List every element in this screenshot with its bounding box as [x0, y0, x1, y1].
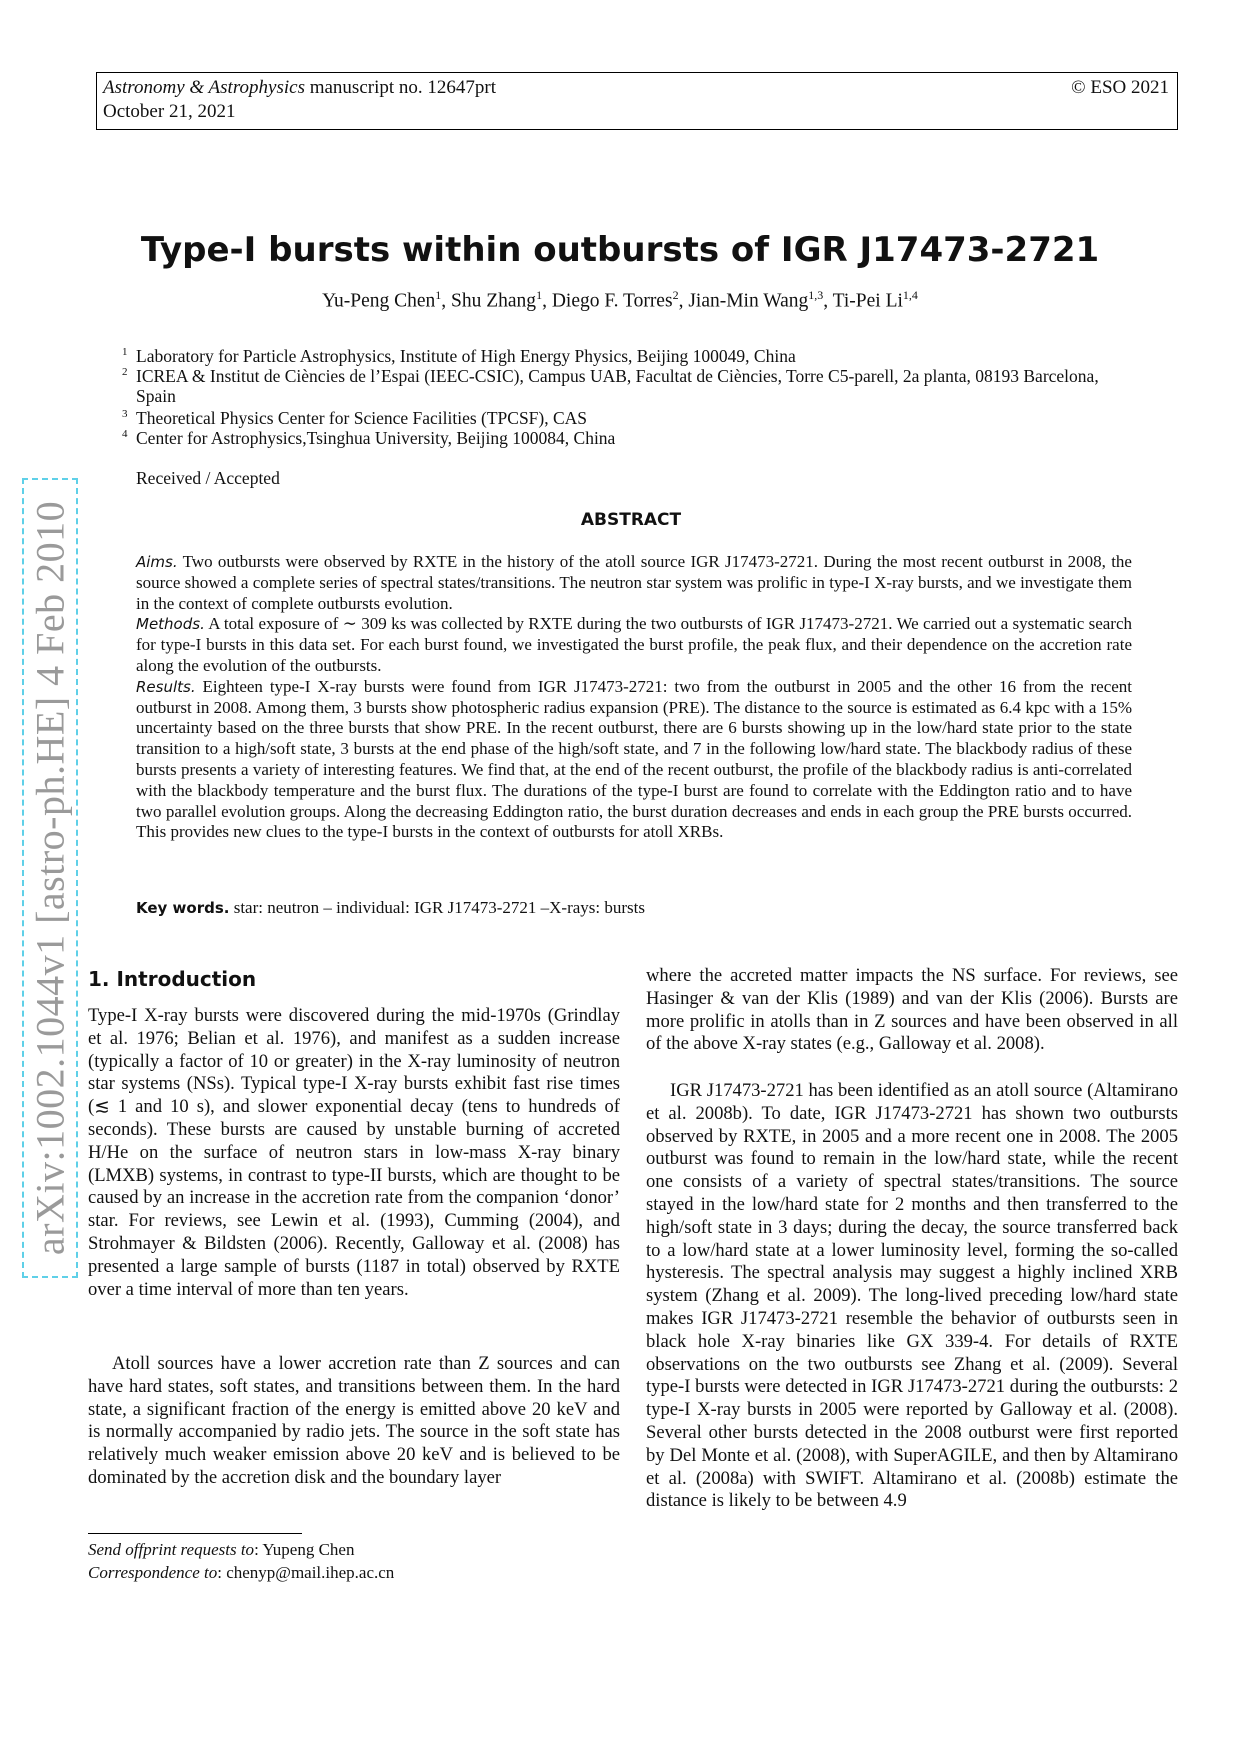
intro-paragraph-1: [88, 1005, 620, 1301]
author-affiliation: 1: [536, 288, 543, 302]
author-affiliation: 2: [672, 288, 679, 302]
arxiv-stamp[interactable]: [22, 478, 78, 1278]
author-list: Yu-Peng Chen$^1$, Shu Zhang$^1$, Diego F. Torres$^2$, Jian-Min Wang$^{1,3}$, Ti-Pei Li$^{1,4}$: [322, 288, 918, 312]
paragraph-text: IGR J17473-2721 has been identified as an atoll source (Altamirano et al. 2008b). To date, IGR J17473-2721 has shown two outbursts observed by RXTE, in 2005 and a more recent one in 2008. The 2005 outburst was found to remain in the low/hard state, while the recent one consists of a variety of spectral states/transitions. The source stayed in the low/hard state for 2 months and then transferred to the high/soft state in 3 days; during the decay, the source transferred back to a low/hard state at a lower luminosity level, forming the so-called hysteresis. The spectral analysis may suggest a highly inclined XRB system (Zhang et al. 2009). The long-lived preceding low/hard state makes IGR J17473-2721 resemble the behavior of outbursts seen in black hole X-ray binaries like GX 339-4. For details of RXTE observations on the two outbursts see Zhang et al. (2009). Several type-I bursts were detected in IGR J17473-2721 during the outbursts: 2 type-I X-ray bursts in 2005 were reported by Galloway et al. (2008). Several other bursts detected in the 2008 outburst were first reported by Del Monte et al. (2008), with SuperAGILE, and then by Altamirano et al. (2008a) with SWIFT. Altamirano et al. (2008b) estimate the distance is likely to be between 4.9: [646, 1080, 1178, 1512]
affiliation-item: [122, 428, 1136, 448]
paragraph-text: Atoll sources have a lower accretion rate than Z sources and can have hard states, soft states, and transitions between them. In the hard state, a significant fraction of the energy is emitted above 20 keV and is normally accompanied by radio jets. The source in the soft state has relatively much weaker emission above 20 keV and is believed to be dominated by the accretion disk and the boundary layer: [88, 1353, 620, 1488]
keywords-label: Key words.: [136, 899, 230, 917]
intro-paragraph-2: [88, 1353, 620, 1490]
abstract-body: [136, 552, 1132, 843]
header-date: October 21, 2021: [103, 101, 236, 122]
paragraph-text: where the accreted matter impacts the NS surface. For reviews, see Hasinger & van der Klis (1989) and van der Klis (2006). Bursts are more prolific in atolls than in Z sources and have been observed in all of the above X-ray states (e.g., Galloway et al. 2008).: [646, 965, 1178, 1055]
keywords: [136, 898, 645, 918]
author-name: Yu-Peng Chen: [322, 290, 436, 312]
methods-label: Methods.: [136, 615, 205, 634]
footnote-value: : Yupeng Chen: [254, 1540, 355, 1559]
footnote-offprint: [88, 1540, 354, 1560]
author-name: Shu Zhang: [451, 290, 537, 312]
paper-title: Type-I bursts within outbursts of IGR J17473-2721: [140, 230, 1100, 270]
affiliation-number: 4: [122, 428, 128, 440]
author-affiliation: 1: [435, 288, 442, 302]
paragraph-text: Type-I X-ray bursts were discovered during the mid-1970s (Grindlay et al. 1976; Belian et al. 1976), and manifest as a sudden increase (typically a factor of 10 or greater) in the X-ray luminosity of neutron star systems (NSs). Typical type-I X-ray bursts exhibit fast rise times (≲ 1 and 10 s), and slower exponential decay (tens to hundreds of seconds). These bursts are caused by unstable burning of accreted H/He on the surface of neutron stars in low-mass X-ray binary (LMXB) systems, in contrast to type-II bursts, which are thought to be caused by an increase in the accretion rate from the companion ‘donor’ star. For reviews, see Lewin et al. (1993), Cumming (2004), and Strohmayer & Bildsten (2006). Recently, Galloway et al. (2008) has presented a large sample of bursts (1187 in total) observed by RXTE over a time interval of more than ten years.: [88, 1005, 620, 1300]
copyright: © ESO 2021: [1071, 77, 1169, 98]
journal-name: Astronomy & Astrophysics: [103, 77, 305, 98]
abstract-results: [136, 677, 1132, 843]
intro-paragraph-4: [646, 1080, 1178, 1513]
abstract-heading: ABSTRACT: [580, 510, 682, 530]
intro-paragraph-3: [646, 965, 1178, 1056]
affiliation-number: 2: [122, 366, 128, 378]
affiliation-number: 1: [122, 346, 128, 358]
aims-label: Aims.: [136, 553, 178, 571]
affiliation-text: ICREA & Institut de Ciències de l’Espai (IEEC-CSIC), Campus UAB, Facultat de Ciències, Torre C5-parell, 2a planta, 08193 Barcelona, Spain: [136, 366, 1099, 406]
affiliation-item: [122, 346, 1136, 366]
received-accepted: Received / Accepted: [136, 468, 280, 488]
arxiv-id: arXiv:1002.1044v1 [astro-ph.HE] 4 Feb 2010: [27, 500, 73, 1256]
footnote-email[interactable]: : chenyp@mail.ihep.ac.cn: [217, 1563, 395, 1582]
section-title: 1. Introduction: [88, 967, 257, 991]
results-text: Eighteen type-I X-ray bursts were found from IGR J17473-2721: two from the outburst in 2005 and the other 16 from the recent outburst in 2008. Among them, 3 bursts show photospheric radius expansion (PRE). The distance to the source is estimated as 6.4 kpc with a 15% uncertainty based on the three bursts that show PRE. In the recent outburst, there are 6 bursts showing up in the low/hard state prior to the state transition to a high/soft state, 3 bursts at the end phase of the high/soft state, and 7 in the following low/hard state. The blackbody radius of these bursts presents a variety of interesting features. We find that, at the end of the recent outburst, the profile of the blackbody radius is anti-correlated with the blackbody temperature and the burst flux. The durations of the type-I burst are found to correlate with the Eddington ratio and to have two parallel evolution groups. Along the decreasing Eddington ratio, the burst duration decreases and ends in each group the PRE bursts occurred. This provides new clues to the type-I bursts in the context of outbursts for atoll XRBs.: [136, 676, 1133, 842]
abstract-aims: [136, 552, 1132, 614]
affiliation-text: Center for Astrophysics,Tsinghua University, Beijing 100084, China: [136, 428, 616, 448]
affiliation-text: Theoretical Physics Center for Science Facilities (TPCSF), CAS: [136, 408, 588, 428]
author-affiliation: 1,4: [902, 288, 918, 302]
author-name: Jian-Min Wang: [688, 290, 809, 312]
author-affiliation: 1,3: [808, 288, 824, 302]
footnote-rule: [88, 1533, 302, 1534]
footnote-correspondence: [88, 1563, 394, 1583]
results-label: Results.: [136, 677, 196, 696]
aims-text: Two outbursts were observed by RXTE in the history of the atoll source IGR J17473-2721. During the most recent outburst in 2008, the source showed a complete series of spectral states/transitions. The neutron star system was prolific in type-I X-ray bursts, and we investigate them in the context of complete outbursts evolution.: [136, 552, 1132, 613]
journal-header-box: [96, 72, 1178, 130]
keywords-text: star: neutron – individual: IGR J17473-2721 –X-rays: bursts: [233, 898, 645, 917]
affiliation-item: [122, 408, 1136, 428]
journal-line: [103, 76, 496, 100]
affiliation-text: Laboratory for Particle Astrophysics, Institute of High Energy Physics, Beijing 100049, China: [136, 346, 796, 366]
methods-text: A total exposure of ∼ 309 ks was collected by RXTE during the two outbursts of IGR J17473-2721. We carried out a systematic search for type-I bursts in this data set. For each burst found, we investigated the burst profile, the peak flux, and their dependence on the accretion rate along the evolution of the outbursts.: [136, 614, 1133, 675]
author-name: Diego F. Torres: [551, 290, 673, 312]
affiliation-item: [122, 366, 1136, 406]
affiliation-number: 3: [122, 408, 128, 420]
footnote-label: Correspondence to: [88, 1563, 218, 1582]
abstract-methods: [136, 614, 1132, 676]
manuscript-number: manuscript no. 12647prt: [309, 77, 496, 98]
footnote-label: Send offprint requests to: [88, 1540, 255, 1559]
author-name: Ti-Pei Li: [832, 290, 903, 312]
